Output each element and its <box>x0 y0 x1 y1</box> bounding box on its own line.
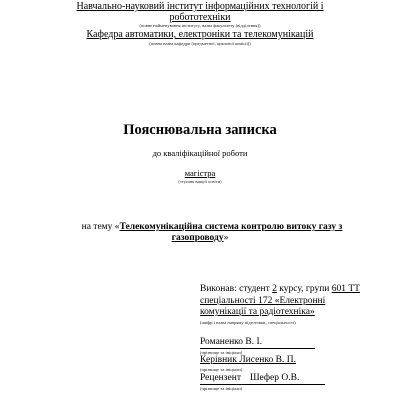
degree-line <box>0 168 400 178</box>
specialty-line-2 <box>200 307 315 318</box>
document-title: Пояснювальна записка <box>123 122 277 138</box>
group-value: 601 ТТ <box>331 284 360 294</box>
specialty-caption: (шифр і назва напряму підготовки, спеціальності) <box>200 320 296 325</box>
course-word: курсу, групи <box>276 284 332 294</box>
student-name-line <box>200 337 315 349</box>
reviewer-name: Шефер О.В. <box>249 373 300 383</box>
institute-line-1 <box>0 1 400 12</box>
student-caption: (прізвище та ініціали) <box>200 350 243 355</box>
topic-text-2: газопроводу <box>171 233 224 243</box>
department-line <box>0 29 400 40</box>
topic-text-1: Телекомунікаційна система контролю витоку газу з <box>119 222 343 232</box>
supervisor-name: Керівник Лисенко В. П. <box>200 355 296 365</box>
topic-line-2 <box>0 233 400 244</box>
reviewer-caption: (прізвище та ініціали) <box>200 386 243 391</box>
specialty-text-2: комунікації та радіотехніка» <box>200 307 315 317</box>
reviewer-line <box>200 373 325 385</box>
student-name: Романенко В. І. <box>200 337 263 347</box>
department-caption: (повна назва кафедри (предметної, циклової комісії)) <box>149 41 251 46</box>
executed-by-line <box>200 284 360 295</box>
topic-prefix: на тему « <box>81 222 120 232</box>
document-subtitle: до кваліфікаційної роботи <box>152 148 248 158</box>
topic-line-1 <box>12 222 400 233</box>
supervisor-line <box>200 355 296 366</box>
topic-suffix: » <box>223 233 229 243</box>
institute-name-part-1: Навчально-науковий інститут інформаційних технологій і <box>76 1 324 12</box>
supervisor-caption: (прізвище та ініціали) <box>200 367 243 372</box>
degree-caption: (ступінь вищої освіти) <box>178 179 222 184</box>
degree-value: магістра <box>184 168 216 178</box>
specialty-line-1 <box>200 296 325 307</box>
course-value: 2 <box>272 284 277 294</box>
institute-caption: (повне найменування інституту, назва факультету (відділення)) <box>139 23 261 28</box>
executed-label: Виконав: студент <box>200 284 273 294</box>
reviewer-label: Рецензент <box>200 373 241 383</box>
institute-name-part-2: робототехніки <box>169 12 231 23</box>
institute-line-2 <box>0 12 400 23</box>
department-name: Кафедра автоматики, електроніки та телекомунікацій <box>86 29 314 40</box>
specialty-text-1: спеціальності 172 «Електронні <box>200 296 326 306</box>
